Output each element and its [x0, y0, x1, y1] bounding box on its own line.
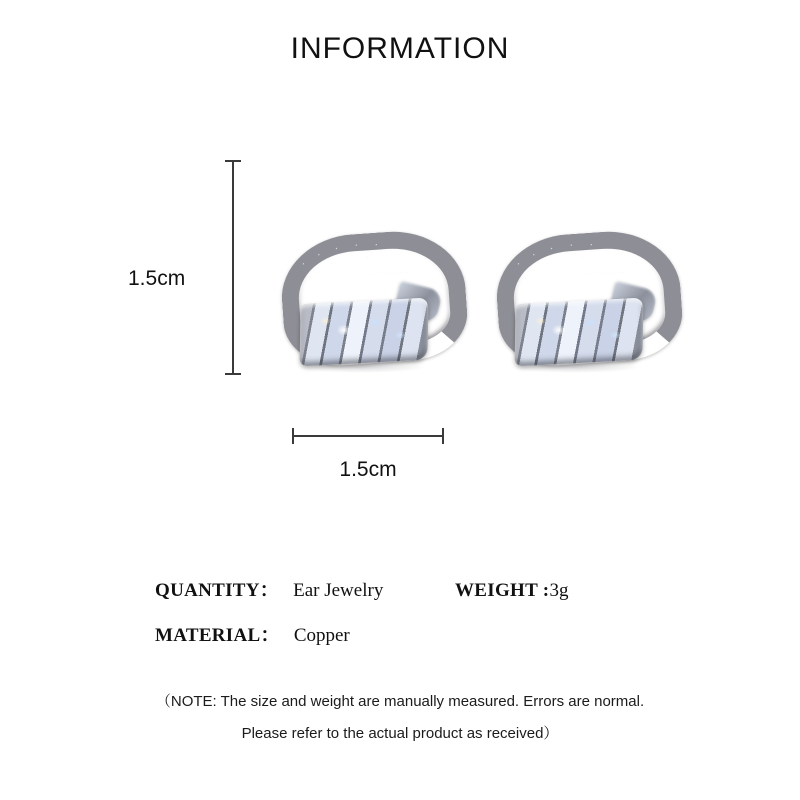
note-line-1: （NOTE: The size and weight are manually measured. Errors are normal.: [155, 693, 645, 710]
spec-quantity: [155, 575, 455, 602]
note-line-2: Please refer to the actual product as received）: [241, 725, 559, 742]
spec-quantity-value: Ear Jewelry: [293, 580, 384, 601]
spec-row: [155, 620, 675, 647]
measurement-note: [0, 686, 800, 750]
page-title: INFORMATION: [290, 32, 510, 65]
product-image: [270, 215, 660, 395]
spec-weight-key: WEIGHT :: [455, 580, 550, 601]
earring-head: [300, 298, 429, 367]
earring-left: [270, 215, 440, 375]
drop-shadow: [511, 361, 641, 373]
spec-quantity-key: QUANTITY：: [155, 580, 280, 601]
earring-head: [515, 298, 644, 367]
earring-right: [485, 215, 655, 375]
drop-shadow: [296, 361, 426, 373]
width-dimension-label: 1.5cm: [339, 458, 397, 481]
spec-row: [155, 575, 675, 602]
spec-weight: [455, 580, 568, 602]
height-dimension-line: [232, 160, 234, 375]
spec-material-key: MATERIAL：: [155, 625, 280, 646]
spec-list: [155, 575, 675, 665]
spec-weight-value: 3g: [549, 580, 569, 601]
spec-material: [155, 620, 455, 647]
width-dimension-line: [292, 435, 444, 437]
height-dimension-label: 1.5cm: [128, 267, 186, 290]
spec-material-value: Copper: [293, 625, 350, 646]
